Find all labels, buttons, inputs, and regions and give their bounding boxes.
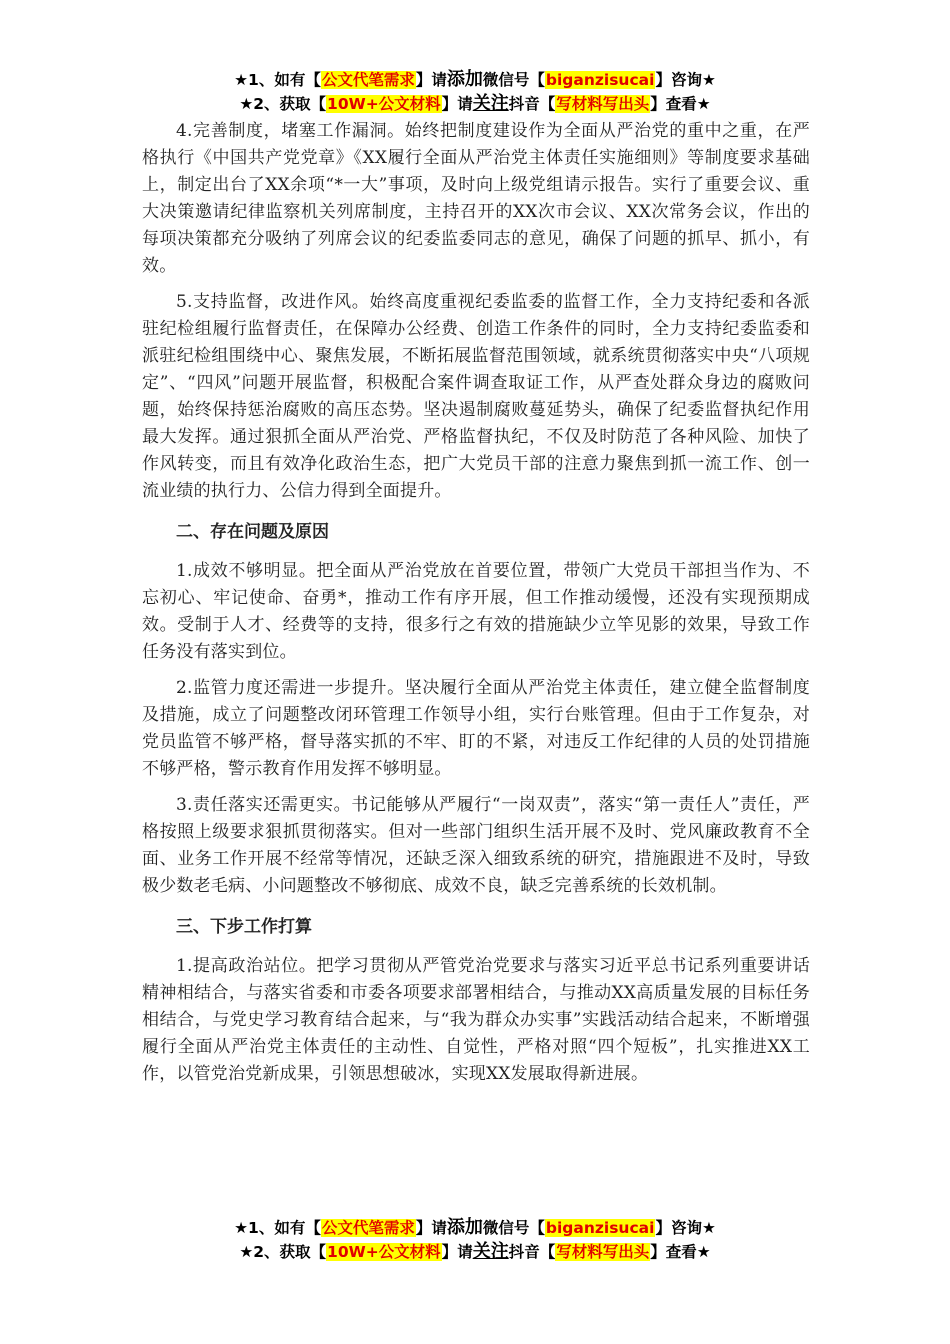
promo-text: ★1、如有【 (234, 71, 321, 89)
promo-line-1 (0, 68, 950, 92)
promo-line-2 (0, 1240, 950, 1264)
highlight-douyin-account: 写材料写出头 (556, 1243, 650, 1261)
paragraph-improve-system: 4.完善制度，堵塞工作漏洞。始终把制度建设作为全面从严治党的重中之重，在严格执行《中国共产党党章》《XX履行全面从严治党主体责任实施细则》等制度要求基础上，制定出台了XX余项“*一大”事项，及时向上级党组请示报告。实行了重要会议、重大决策邀请纪律监察机关列席制度，主持召开的XX次市会议、XX次常务会议，作出的每项决策都充分吸纳了列席会议的纪委监委同志的意见，确保了问题的抓早、抓小，有效。 (142, 121, 810, 276)
promo-text: 微信号【 (482, 71, 545, 89)
promo-text: 】请 (441, 1243, 473, 1261)
promo-text: ★1、如有【 (234, 1219, 321, 1237)
promo-text: 】查看★ (650, 1243, 711, 1261)
promo-text: ★2、获取【 (239, 1243, 327, 1261)
emphasis-add: 添加 (446, 1217, 483, 1238)
emphasis-add: 添加 (446, 69, 483, 90)
promo-text: 】请 (441, 95, 473, 113)
promo-text: 】咨询★ (655, 1219, 716, 1237)
promo-text: 抖音【 (508, 1243, 556, 1261)
highlight-service: 公文代笔需求 (321, 71, 415, 89)
highlight-wechat-id: biganzisucai (545, 71, 655, 89)
paragraph-effect-unclear: 1.成效不够明显。把全面从严治党放在首要位置，带领广大党员干部担当作为、不忘初心、牢记使命、奋勇*，推动工作有序开展，但工作推动缓慢，还没有实现预期成效。受制于人才、经费等的支持，很多行之有效的措施缺少立竿见影的效果，导致工作任务没有落实到位。 (142, 561, 810, 662)
highlight-service: 公文代笔需求 (321, 1219, 415, 1237)
promo-text: ★2、获取【 (239, 95, 327, 113)
highlight-materials: 10W+公文材料 (327, 95, 441, 113)
paragraph-support-supervision: 5.支持监督，改进作风。始终高度重视纪委监委的监督工作，全力支持纪委和各派驻纪检组履行监督责任，在保障办公经费、创造工作条件的同时，全力支持纪委监委和派驻纪检组围绕中心、聚焦发展，不断拓展监督范围领域，就系统贯彻落实中央“八项规定”、“四风”问题开展监督，积极配合案件调查取证工作，从严查处群众身边的腐败问题，始终保持惩治腐败的高压态势。坚决遏制腐败蔓延势头，确保了纪委监督执纪作用最大发挥。通过狠抓全面从严治党、严格监督执纪，不仅及时防范了各种风险、加快了作风转变，而且有效净化政治生态，把广大党员干部的注意力聚焦到抓一流工作、创一流业绩的执行力、公信力得到全面提升。 (142, 292, 810, 501)
promo-text: 微信号【 (482, 1219, 545, 1237)
promo-line-1 (0, 1216, 950, 1240)
promo-text: 】请 (415, 71, 447, 89)
emphasis-follow: 关注 (472, 93, 509, 114)
promo-line-2 (0, 92, 950, 116)
section-heading-next-plans: 三、下步工作打算 (176, 917, 312, 937)
paragraph-responsibility: 3.责任落实还需更实。书记能够从严履行“一岗双责”，落实“第一责任人”责任，严格按照上级要求狠抓贯彻落实。但对一些部门组织生活开展不及时、党风廉政教育不全面、业务工作开展不经常等情况，还缺乏深入细致系统的研究，措施跟进不及时，导致极少数老毛病、小问题整改不够彻底、成效不良，缺乏完善系统的长效机制。 (142, 795, 810, 896)
promo-text: 抖音【 (508, 95, 556, 113)
promo-text: 】查看★ (650, 95, 711, 113)
highlight-wechat-id: biganzisucai (545, 1219, 655, 1237)
promo-banner-bottom (0, 1216, 950, 1264)
section-heading-problems: 二、存在问题及原因 (176, 522, 329, 542)
promo-banner-top (0, 68, 950, 116)
emphasis-follow: 关注 (472, 1241, 509, 1262)
paragraph-political-stance: 1.提高政治站位。把学习贯彻从严管党治党要求与落实习近平总书记系列重要讲话精神相结合，与落实省委和市委各项要求部署相结合，与推动XX高质量发展的目标任务相结合，与党史学习教育结合起来，与“我为群众办实事”实践活动结合起来，不断增强履行全面从严治党主体责任的主动性、自觉性，严格对照“四个短板”，扎实推进XX工作，以管党治党新成果，引领思想破冰，实现XX发展取得新进展。 (142, 956, 810, 1084)
promo-text: 】请 (415, 1219, 447, 1237)
paragraph-supervision-strength: 2.监管力度还需进一步提升。坚决履行全面从严治党主体责任，建立健全监督制度及措施，成立了问题整改闭环管理工作领导小组，实行台账管理。但由于工作复杂，对党员监管不够严格，督导落实抓的不牢、盯的不紧，对违反工作纪律的人员的处罚措施不够严格，警示教育作用发挥不够明显。 (142, 678, 810, 779)
document-body (142, 118, 810, 1097)
promo-text: 】咨询★ (655, 71, 716, 89)
highlight-materials: 10W+公文材料 (327, 1243, 441, 1261)
highlight-douyin-account: 写材料写出头 (556, 95, 650, 113)
